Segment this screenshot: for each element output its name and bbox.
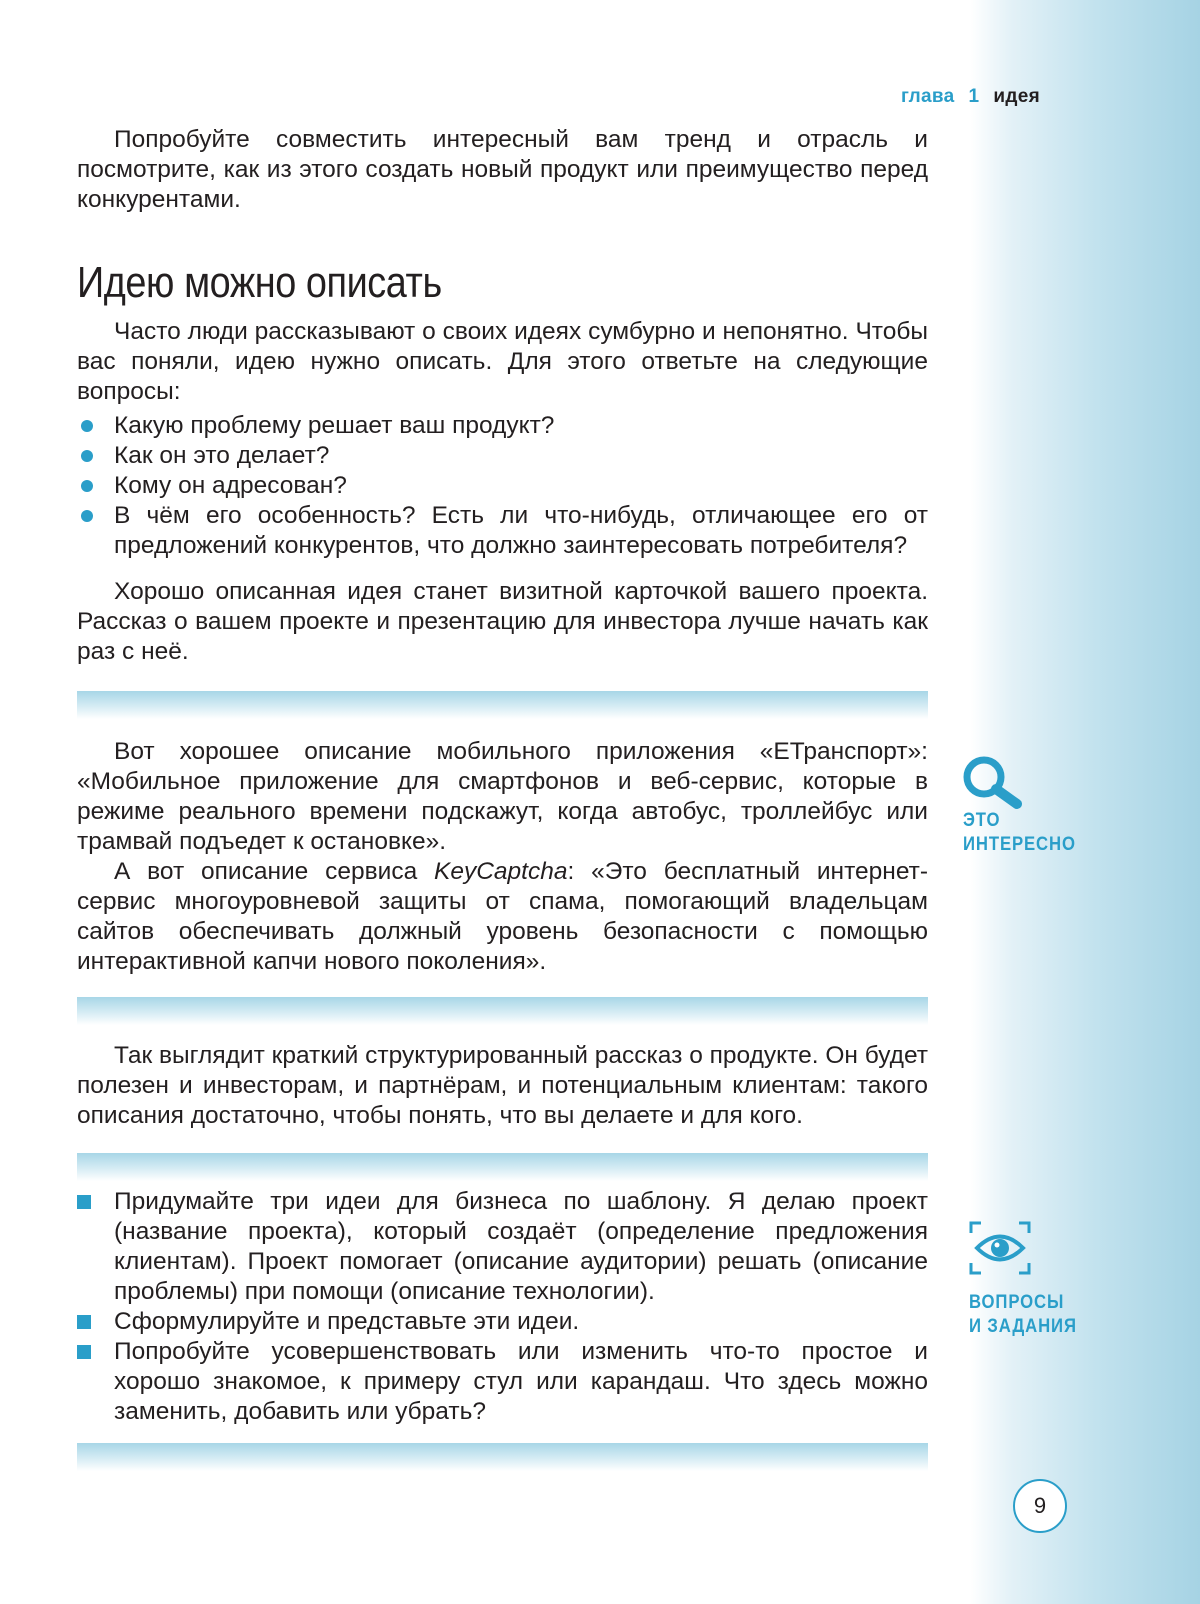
interesting-paragraph-1: Вот хорошее описание мобильного приложения «ЕТранспорт»: «Мобильное приложение для смартфонов и веб-сервис, которые в режиме реального времени подскажут, когда автобус, троллейбус или трамвай подъедет к остановке». [77, 738, 928, 855]
interesting-text-prefix: А вот описание сервиса [114, 858, 435, 885]
list-item: Сформулируйте и представьте эти идеи. [77, 1307, 928, 1337]
closing-paragraph: Хорошо описанная идея станет визитной карточкой вашего проекта. Рассказ о вашем проекте и презентацию для инвестора лучше начать как раз с неё. [77, 578, 928, 665]
tasks-divider-top [77, 1153, 928, 1181]
running-header [901, 86, 1040, 108]
magnifier-icon [960, 753, 1024, 811]
page-number: 9 [1013, 1479, 1067, 1533]
interesting-paragraph-2 [77, 857, 928, 977]
list-item: В чём его особенность? Есть ли что-нибудь, отличающее его от предложений конкурентов, что должно заинтересовать потребителя? [77, 501, 928, 561]
questions-list [77, 411, 928, 561]
interesting-label [963, 809, 1076, 857]
eye-icon [969, 1221, 1031, 1275]
box-divider-top [77, 691, 928, 719]
tasks-label [969, 1291, 1077, 1339]
tasks-label-line1: ВОПРОСЫ [969, 1292, 1065, 1313]
main-content [77, 125, 928, 1471]
intro-paragraph: Попробуйте совместить интересный вам тренд и отрасль и посмотрите, как из этого создать новый продукт или преимущество перед конкурентами. [77, 126, 928, 213]
chapter-number: 1 [968, 86, 980, 107]
tasks-divider-bottom [77, 1443, 928, 1471]
section-heading: Идею можно описать [77, 258, 442, 307]
summary-paragraph: Так выглядит краткий структурированный рассказ о продукте. Он будет полезен и инвесторам, и партнёрам, и потенциальным клиентам: такого описания достаточно, чтобы понять, что вы делаете и для кого. [77, 1042, 928, 1129]
lead-paragraph: Часто люди рассказывают о своих идеях сумбурно и непонятно. Чтобы вас поняли, идею нужно описать. Для этого ответьте на следующие вопросы: [77, 318, 928, 405]
interesting-text-suffix: : «Это бесплатный интернет-сервис многоуровневой защиты от спама, помогающий владельцам сайтов обеспечивать должный уровень безопасности с помощью интерактивной капчи нового поколения». [77, 858, 929, 975]
tasks-label-line2: И ЗАДАНИЯ [969, 1316, 1077, 1337]
list-item: Кому он адресован? [77, 471, 928, 501]
list-item: Как он это делает? [77, 441, 928, 471]
list-item: Попробуйте усовершенствовать или изменить что-то простое и хорошо знакомое, к примеру стул или карандаш. Что здесь можно заменить, добавить или убрать? [77, 1337, 928, 1427]
chapter-title: идея [993, 86, 1040, 107]
box-divider-bottom [77, 997, 928, 1025]
list-item: Какую проблему решает ваш продукт? [77, 411, 928, 441]
interesting-label-line2: ИНТЕРЕСНО [963, 834, 1076, 855]
tasks-list [77, 1187, 928, 1427]
service-name: KeyCaptcha [434, 858, 568, 885]
interesting-label-line1: ЭТО [963, 810, 1001, 831]
list-item: Придумайте три идеи для бизнеса по шаблону. Я делаю проект (название проекта), который создаёт (определение предложения клиентам). Проект помогает (описание аудитории) решать (описание проблемы) при помощи (описание технологии). [77, 1187, 928, 1307]
chapter-word: глава [900, 86, 955, 107]
